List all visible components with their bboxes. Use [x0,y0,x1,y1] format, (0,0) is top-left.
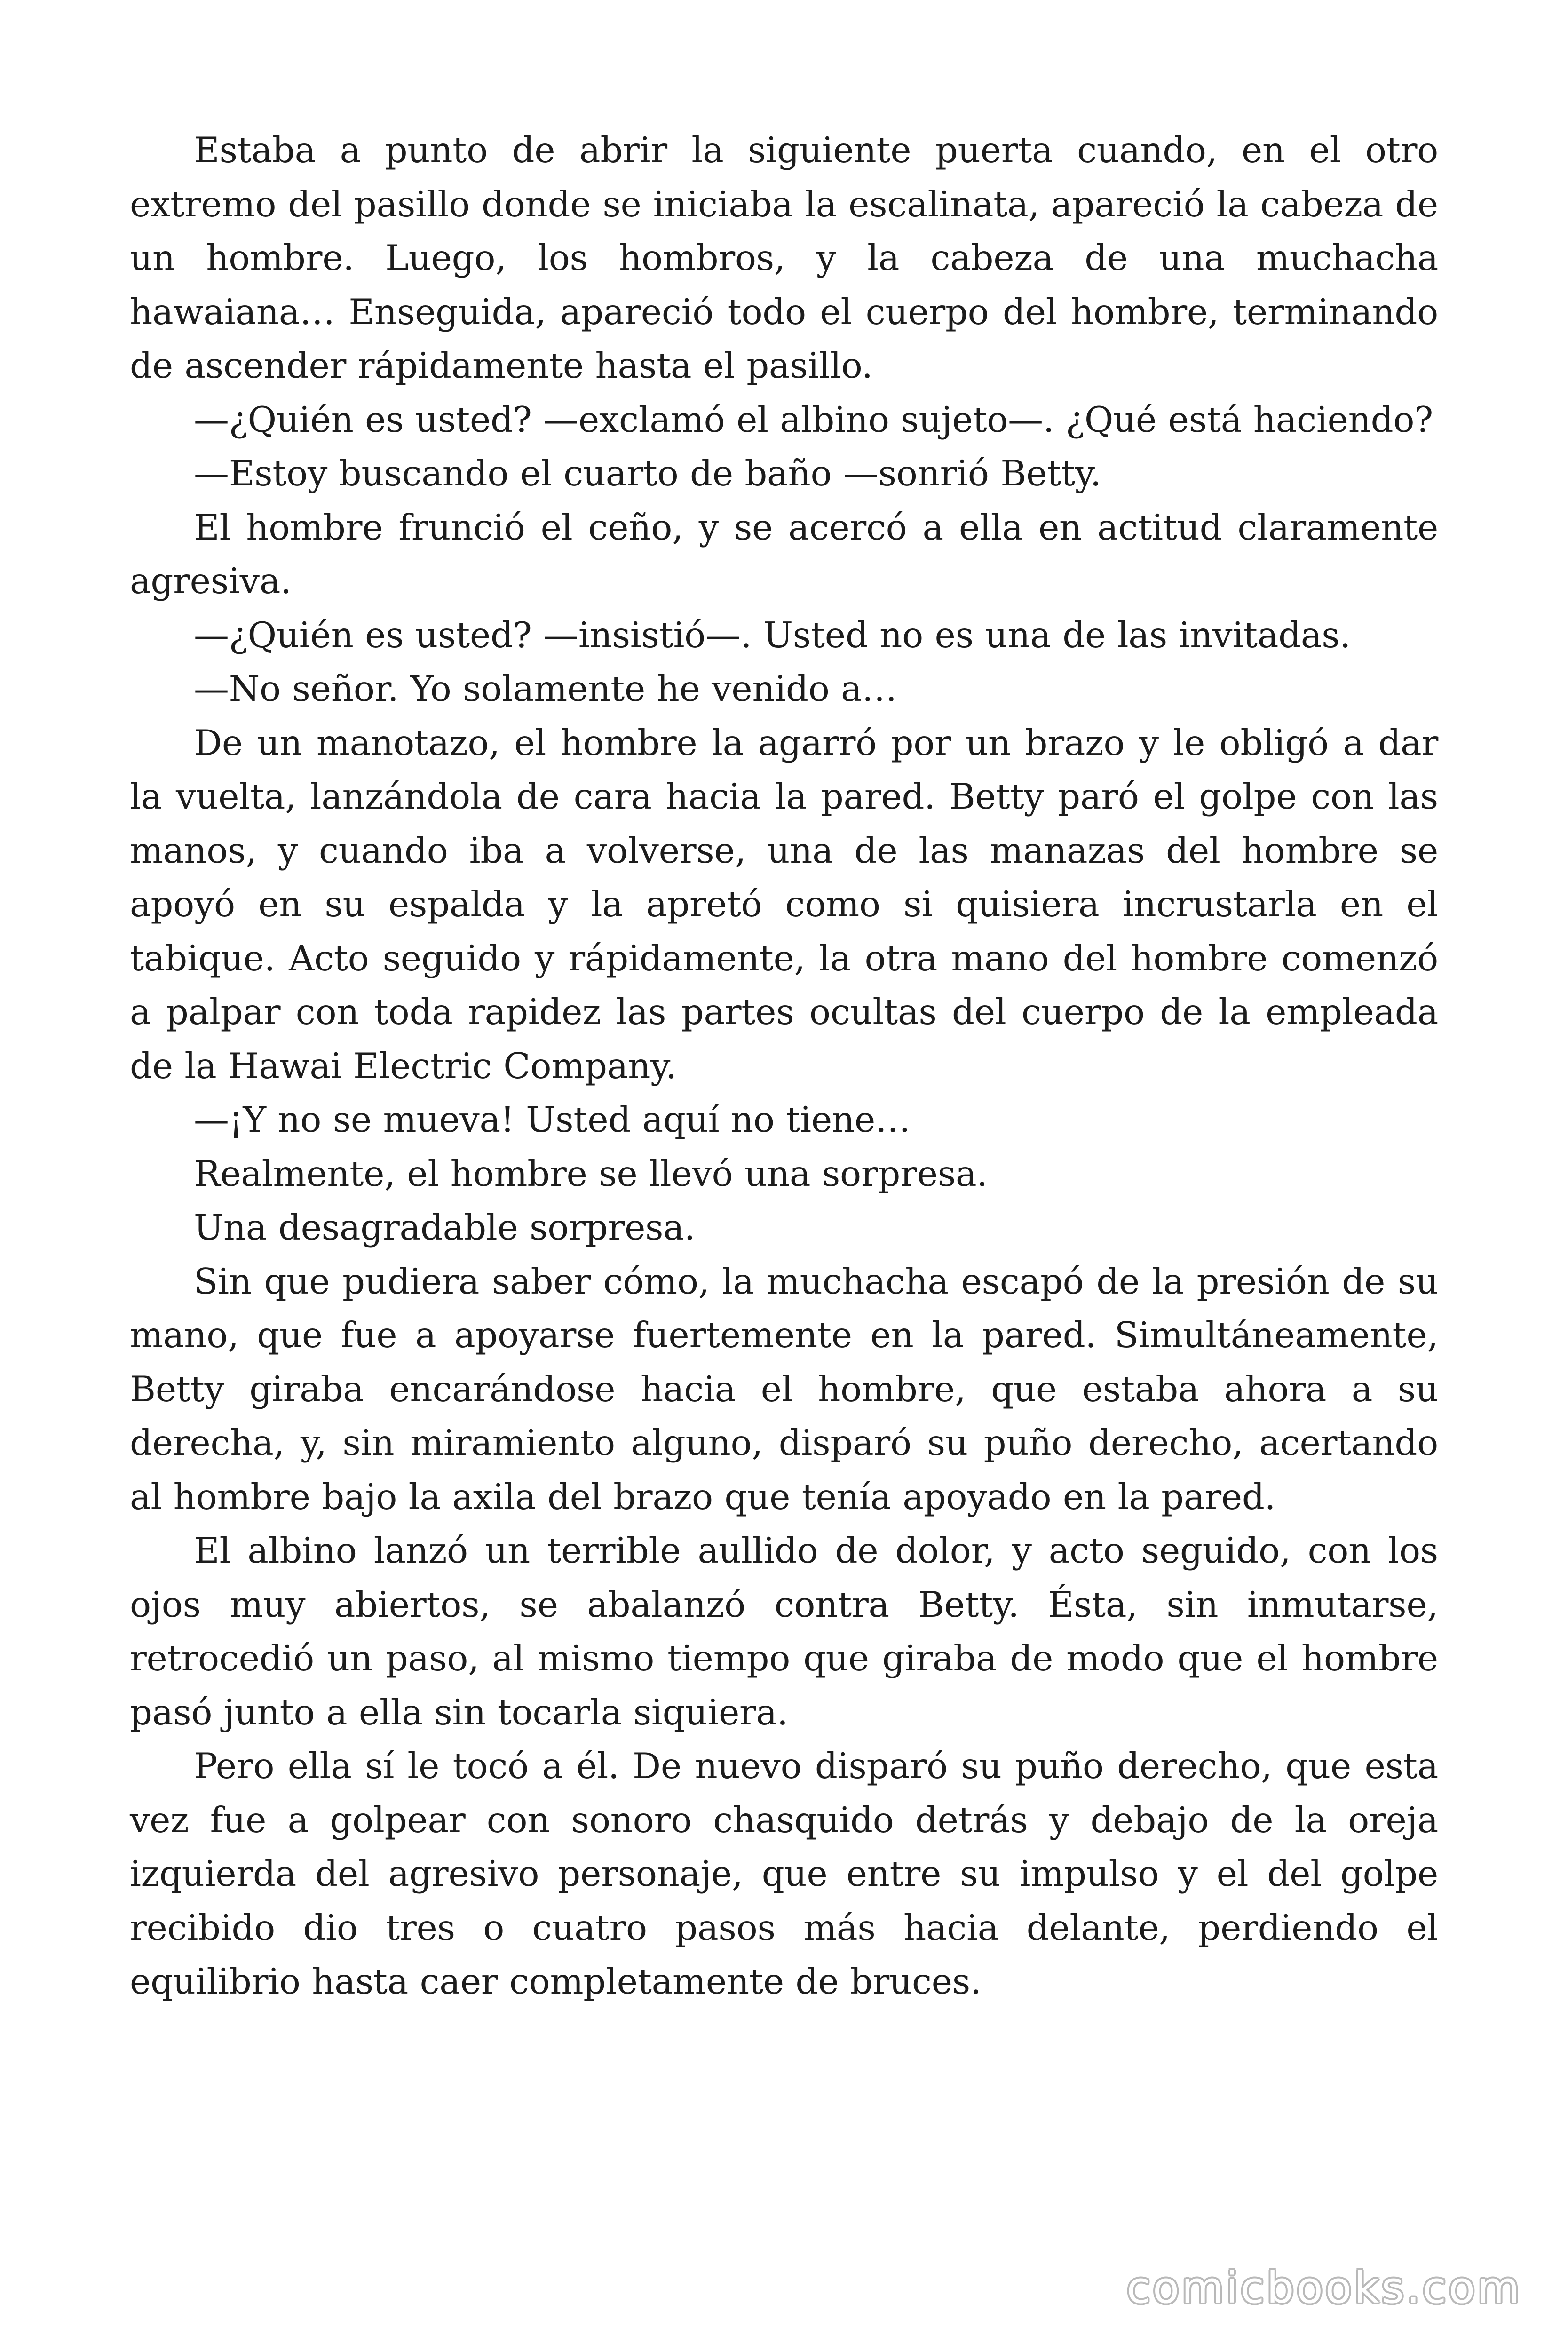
paragraph: Realmente, el hombre se llevó una sorpresa. [194,1152,988,1194]
paragraph: De un manotazo, el hombre la agarró por un brazo y le obligó a dar la vuelta, lanzándola de cara hacia la pared. Betty paró el golpe con las manos, y cuando iba a volverse, una de las manazas del hombre se apoyó en su espalda y la apretó como si quisiera incrustarla en el tabique. Acto seguido y rápidamente, la otra mano del hombre comenzó a palpar con toda rapidez las partes ocultas del cuerpo de la empleada de la Hawai Electric Company. [130,722,1438,1087]
paragraph: Sin que pudiera saber cómo, la muchacha escapó de la presión de su mano, que fue a apoyarse fuertemente en la pared. Simultáneamente, Betty giraba encarándose hacia el hombre, que estaba ahora a su derecha, y, sin miramiento alguno, disparó su puño derecho, acertando al hombre bajo la axila del brazo que tenía apoyado en la pared. [130,1260,1438,1518]
paragraph: Pero ella sí le tocó a él. De nuevo disparó su puño derecho, que esta vez fue a golpear con sonoro chasquido detrás y debajo de la oreja izquierda del agresivo personaje, que entre su impulso y el del golpe recibido dio tres o cuatro pasos más hacia delante, perdiendo el equilibrio hasta caer completamente de bruces. [130,1745,1438,2002]
paragraph: —¡Y no se mueva! Usted aquí no tiene… [194,1099,911,1140]
paragraph: —No señor. Yo solamente he venido a… [194,668,897,709]
paragraph: —¿Quién es usted? —exclamó el albino sujeto—. ¿Qué está haciendo? [194,398,1433,440]
paragraph: El albino lanzó un terrible aullido de dolor, y acto seguido, con los ojos muy abiertos, se abalanzó contra Betty. Ésta, sin inmutarse, retrocedió un paso, al mismo tiempo que giraba de modo que el hombre pasó junto a ella sin tocarla siquiera. [130,1530,1438,1733]
paragraph: El hombre frunció el ceño, y se acercó a ella en actitud claramente agresiva. [130,506,1438,602]
body-text [130,123,1438,2009]
watermark: comicbooks.com [1126,2263,1522,2313]
paragraph: Una desagradable sorpresa. [194,1207,696,1248]
paragraph: —Estoy buscando el cuarto de baño —sonrió Betty. [194,453,1101,494]
paragraph: —¿Quién es usted? —insistió—. Usted no es una de las invitadas. [194,614,1351,656]
paragraph: Estaba a punto de abrir la siguiente puerta cuando, en el otro extremo del pasillo donde se iniciaba la escalinata, apareció la cabeza de un hombre. Luego, los hombros, y la cabeza de una muchacha hawaiana… Enseguida, apareció todo el cuerpo del hombre, terminando de ascender rápidamente hasta el pasillo. [130,129,1438,386]
